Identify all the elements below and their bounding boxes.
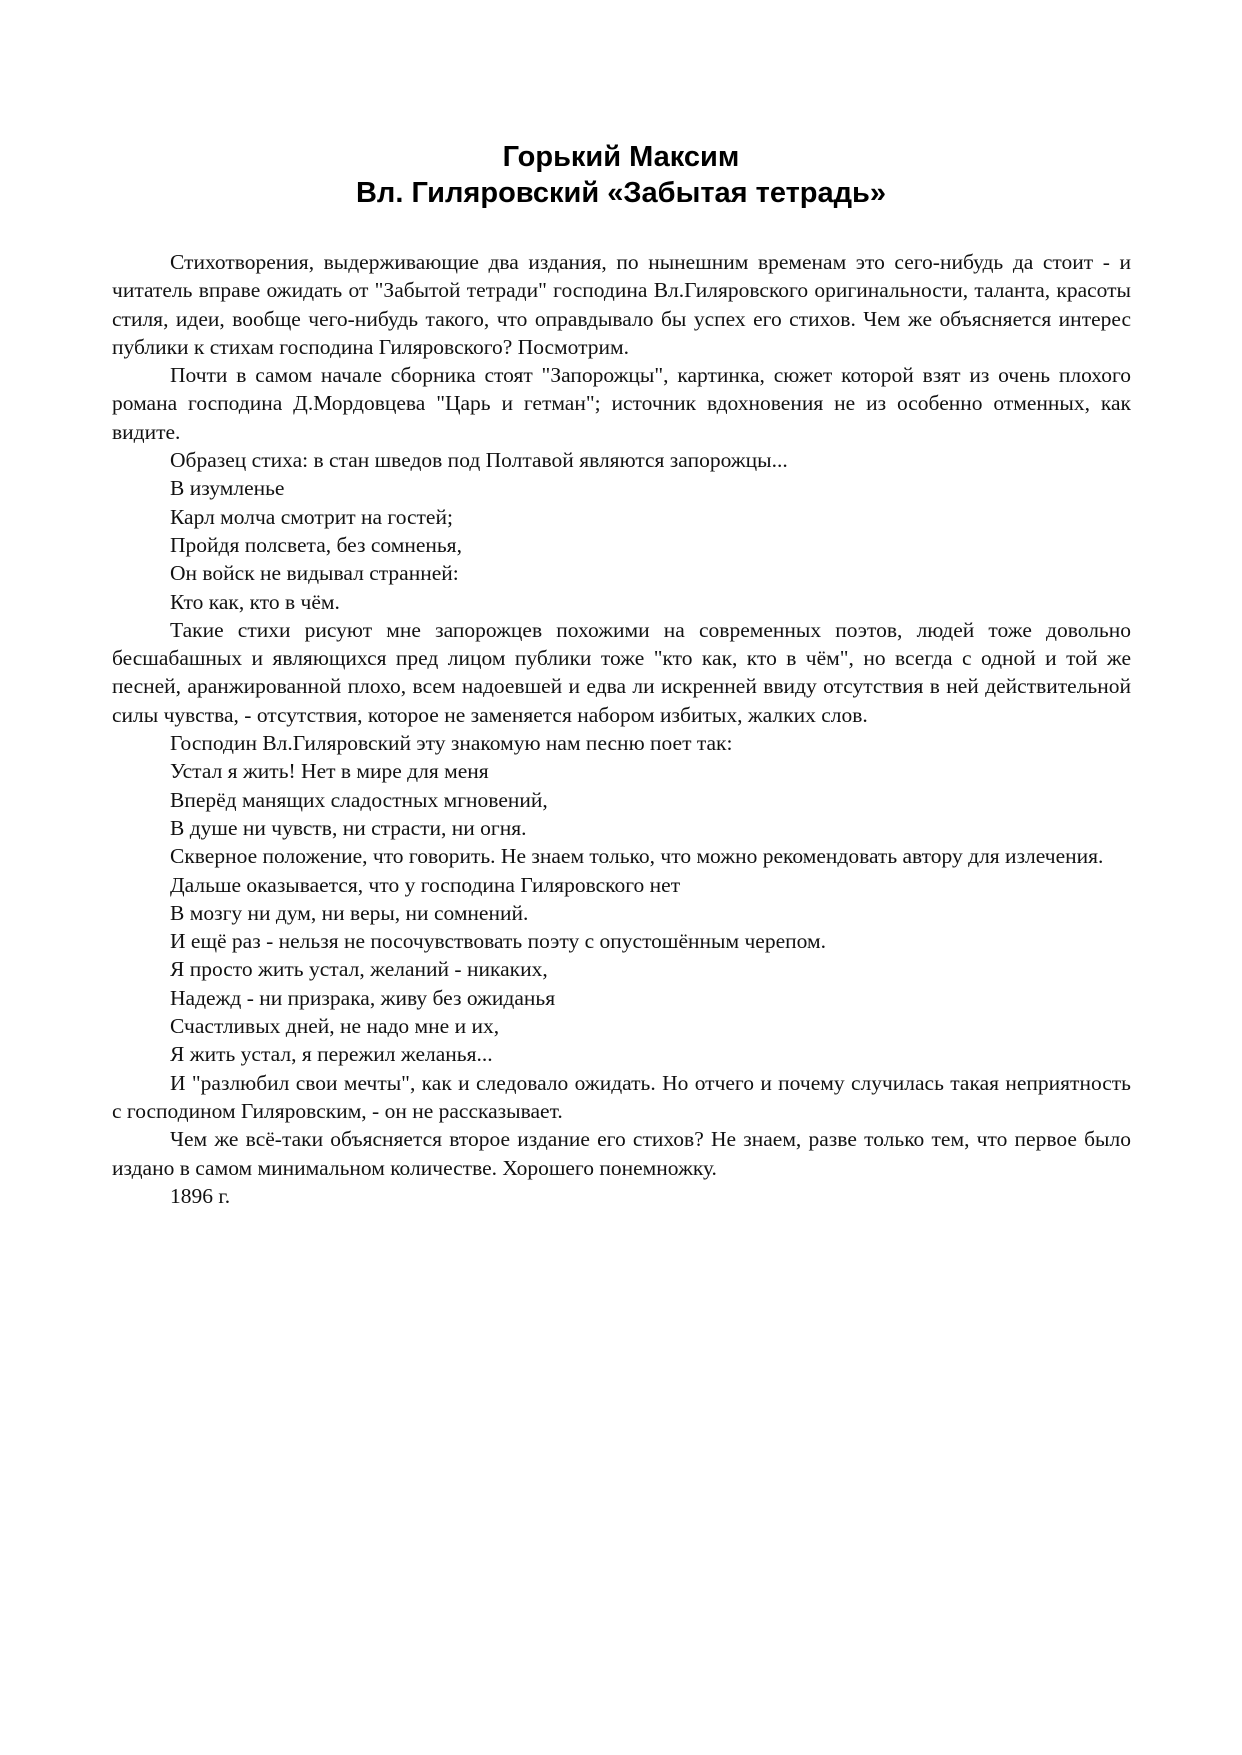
verse-line: Устал я жить! Нет в мире для меня	[170, 759, 489, 784]
document-title: Вл. Гиляровский «Забытая тетрадь»	[355, 177, 887, 209]
paragraph: И "разлюбил свои мечты", как и следовало ожидать. Но отчего и почему случилась такая неприятность с господином Гиляровским, - он не рассказывает.	[112, 1070, 1131, 1123]
verse-line: Я жить устал, я пережил желанья...	[170, 1042, 493, 1067]
paragraph: Такие стихи рисуют мне запорожцев похожими на современных поэтов, людей тоже довольно бесшабашных и являющихся пред лицом публики тоже "кто как, кто в чём", но всегда с одной и той же песней, аранжированной плохо, всем надоевшей и едва ли искренней ввиду отсутствия в ней действительной силы чувства, - отсутствия, которое не заменяется набором избитых, жалких слов.	[112, 617, 1131, 727]
date-line: 1896 г.	[170, 1183, 231, 1208]
verse-line: Дальше оказывается, что у господина Гиляровского нет	[170, 872, 681, 897]
author-name: Горький Максим	[502, 141, 740, 173]
verse-line: Кто как, кто в чём.	[170, 589, 340, 614]
verse-line: Вперёд манящих сладостных мгновений,	[170, 787, 548, 812]
verse-line: Он войск не видывал странней:	[170, 561, 459, 586]
document-header	[0, 139, 1242, 211]
verse-line: В мозгу ни дум, ни веры, ни сомнений.	[170, 900, 529, 925]
verse-line: Я просто жить устал, желаний - никаких,	[170, 957, 548, 982]
verse-line: Господин Вл.Гиляровский эту знакомую нам песню поет так:	[170, 731, 733, 756]
verse-line: И ещё раз - нельзя не посочувствовать поэту с опустошённым черепом.	[170, 929, 826, 954]
paragraph: Стихотворения, выдерживающие два издания, по нынешним временам это сего-нибудь да стоит - и читатель вправе ожидать от "Забытой тетради" господина Вл.Гиляровского оригинальности, таланта, красоты стиля, идеи, вообще чего-нибудь такого, что оправдывало бы успех его стихов. Чем же объясняется интерес публики к стихам господина Гиляровского? Посмотрим.	[112, 250, 1131, 359]
paragraph: Чем же всё-таки объясняется второе издание его стихов? Не знаем, разве только тем, что первое было издано в самом минимальном количестве. Хорошего понемножку.	[112, 1127, 1131, 1180]
verse-line: Карл молча смотрит на гостей;	[170, 504, 453, 529]
paragraph: Почти в самом начале сборника стоят "Запорожцы", картинка, сюжет которой взят из очень плохого романа господина Д.Мордовцева "Царь и гетман"; источник вдохновения не из особенно отменных, как видите.	[112, 363, 1131, 444]
article-body	[112, 248, 1131, 1210]
paragraph: Скверное положение, что говорить. Не знаем только, что можно рекомендовать автору для излечения.	[170, 844, 1104, 869]
verse-line: Образец стиха: в стан шведов под Полтавой являются запорожцы...	[170, 448, 788, 473]
verse-line: Счастливых дней, не надо мне и их,	[170, 1014, 500, 1039]
verse-line: Пройдя полсвета, без сомненья,	[170, 532, 462, 557]
verse-line: Надежд - ни призрака, живу без ожиданья	[170, 985, 556, 1010]
verse-line: В изумленье	[170, 476, 285, 501]
verse-line: В душе ни чувств, ни страсти, ни огня.	[170, 815, 527, 840]
